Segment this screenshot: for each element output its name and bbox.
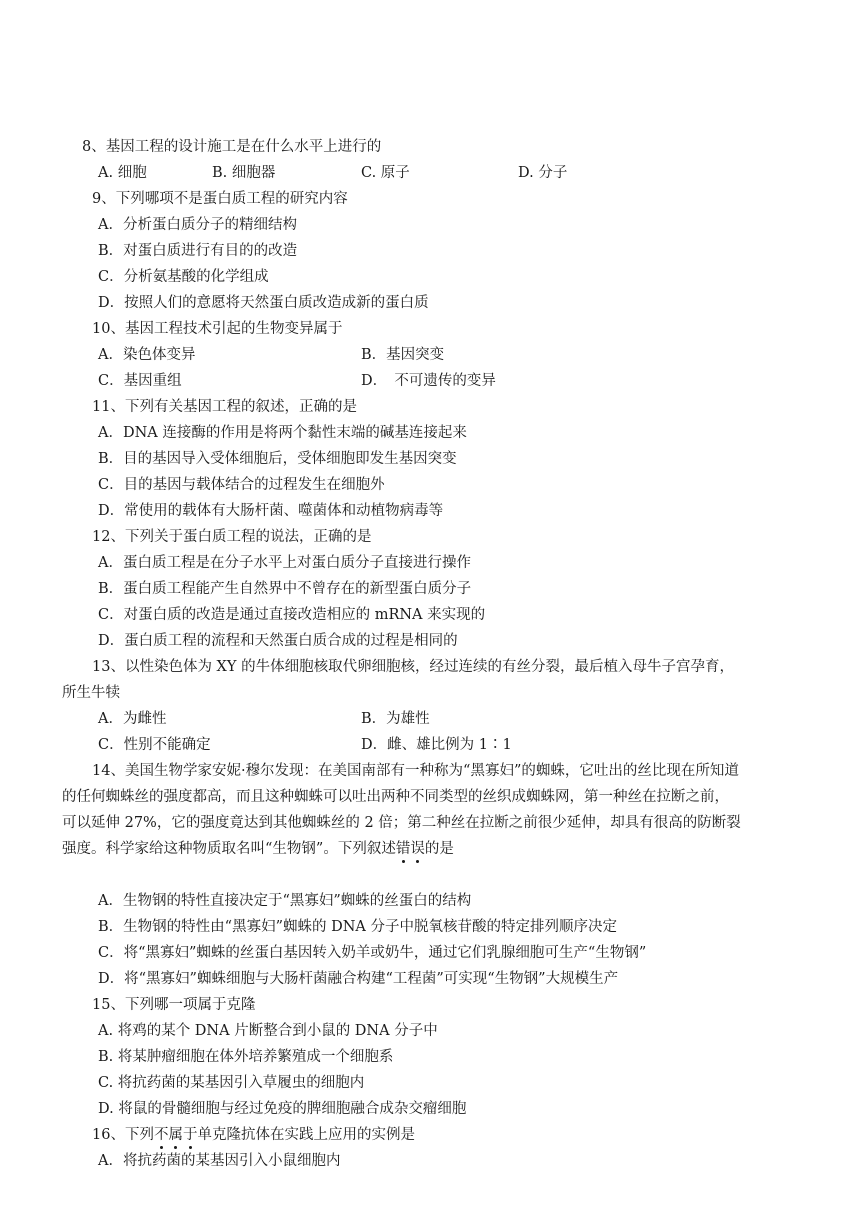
question-16-stem xyxy=(92,1125,415,1145)
question-14-stem-line-2: 的任何蜘蛛丝的强度都高，而且这种蜘蛛可以吐出两种不同类型的丝织成蜘蛛网，第一种丝在拉断之前， xyxy=(62,789,729,805)
question-16-stem-text: 16、下列 xyxy=(92,1127,154,1143)
question-8-stem: 8、基因工程的设计施工是在什么水平上进行的 xyxy=(82,139,382,155)
question-11-option-b: B．目的基因导入受体细胞后，受体细胞即发生基因突变 xyxy=(98,451,457,467)
question-10-option-b: B．基因突变 xyxy=(361,347,445,363)
question-10-stem: 10、基因工程技术引起的生物变异属于 xyxy=(92,321,343,337)
emphasis-char: 于 xyxy=(182,1127,198,1143)
question-10-option-d: D． 不可遗传的变异 xyxy=(361,373,496,389)
question-12-option-d: D．蛋白质工程的流程和天然蛋白质合成的过程是相同的 xyxy=(98,633,458,649)
question-12-option-c: C．对蛋白质的改造是通过直接改造相应的 mRNA 来实现的 xyxy=(98,607,486,623)
question-14-option-a: A．生物钢的特性直接决定于“黑寡妇”蜘蛛的丝蛋白的结构 xyxy=(98,893,472,909)
question-15-option-a: A. 将鸡的某个 DNA 片断整合到小鼠的 DNA 分子中 xyxy=(98,1023,438,1039)
question-11-option-d: D．常使用的载体有大肠杆菌、噬菌体和动植物病毒等 xyxy=(98,503,444,519)
question-8-option-b: B. 细胞器 xyxy=(212,165,276,181)
question-10-option-c: C．基因重组 xyxy=(98,373,182,389)
question-13-option-a: A．为雌性 xyxy=(98,711,167,727)
question-16-stem-text: 单克隆抗体在实践上应用的实例是 xyxy=(197,1127,415,1143)
question-15-option-d: D. 将鼠的骨髓细胞与经过免疫的脾细胞融合成杂交瘤细胞 xyxy=(98,1101,467,1117)
question-14-stem-text: 的是 xyxy=(424,841,454,857)
question-13-option-b: B．为雄性 xyxy=(361,711,430,727)
question-14-option-b: B．生物钢的特性由“黑寡妇”蜘蛛的 DNA 分子中脱氧核苷酸的特定排列顺序决定 xyxy=(98,919,617,935)
question-15-stem: 15、下列哪一项属于克隆 xyxy=(92,997,256,1013)
question-13-stem-line-2: 所生牛犊 xyxy=(62,685,120,701)
question-12-option-b: B．蛋白质工程能产生自然界中不曾存在的新型蛋白质分子 xyxy=(98,581,472,597)
question-11-stem: 11、下列有关基因工程的叙述，正确的是 xyxy=(92,399,357,415)
question-15-option-b: B. 将某肿瘤细胞在体外培养繁殖成一个细胞系 xyxy=(98,1049,394,1065)
question-14-stem-text: 强度。科学家给这种物质取名叫“生物钢”。下列叙述 xyxy=(62,841,396,857)
emphasis-char: 属 xyxy=(168,1127,183,1143)
emphasis-char: 不 xyxy=(153,1127,169,1143)
question-14-stem-line-1: 14、美国生物学家安妮·穆尔发现：在美国南部有一种称为“黑寡妇”的蜘蛛，它吐出的丝比现在所知道 xyxy=(92,763,739,779)
emphasis-char: 误 xyxy=(410,841,425,857)
question-9-option-d: D．按照人们的意愿将天然蛋白质改造成新的蛋白质 xyxy=(98,295,429,311)
question-14-option-d: D．将“黑寡妇”蜘蛛细胞与大肠杆菌融合构建“工程菌”可实现“生物钢”大规模生产 xyxy=(98,971,619,987)
question-14-stem-line-4 xyxy=(62,839,454,859)
question-9-stem: 9、下列哪项不是蛋白质工程的研究内容 xyxy=(92,191,348,207)
question-13-option-c: C．性别不能确定 xyxy=(98,737,211,753)
question-13-stem-line-1: 13、以性染色体为 XY 的牛体细胞核取代卵细胞核，经过连续的有丝分裂，最后植入母牛子宫孕育， xyxy=(92,659,735,675)
question-8-option-c: C. 原子 xyxy=(361,165,410,181)
question-12-stem: 12、下列关于蛋白质工程的说法，正确的是 xyxy=(92,529,372,545)
question-8-option-a: A. 细胞 xyxy=(98,165,147,181)
question-14-option-c: C．将“黑寡妇”蜘蛛的丝蛋白基因转入奶羊或奶牛，通过它们乳腺细胞可生产“生物钢” xyxy=(98,945,647,961)
question-14-stem-line-3: 可以延伸 27%，它的强度竟达到其他蜘蛛丝的 2 倍；第二种丝在拉断之前很少延伸，却具有很高的防断裂 xyxy=(62,815,741,831)
question-15-option-c: C. 将抗药菌的某基因引入草履虫的细胞内 xyxy=(98,1075,365,1091)
question-10-option-a: A．染色体变异 xyxy=(98,347,196,363)
question-16-option-a: A．将抗药菌的某基因引入小鼠细胞内 xyxy=(98,1153,341,1169)
question-11-option-a: A．DNA 连接酶的作用是将两个黏性末端的碱基连接起来 xyxy=(98,425,467,441)
emphasis-char: 错 xyxy=(395,841,411,857)
question-12-option-a: A．蛋白质工程是在分子水平上对蛋白质分子直接进行操作 xyxy=(98,555,471,571)
question-11-option-c: C．目的基因与载体结合的过程发生在细胞外 xyxy=(98,477,385,493)
question-8-option-d: D. 分子 xyxy=(518,165,568,181)
question-13-option-d: D．雌、雄比例为 1∶1 xyxy=(361,737,512,753)
question-9-option-a: A．分析蛋白质分子的精细结构 xyxy=(98,217,297,233)
question-9-option-b: B．对蛋白质进行有目的的改造 xyxy=(98,243,298,259)
question-9-option-c: C．分析氨基酸的化学组成 xyxy=(98,269,269,285)
